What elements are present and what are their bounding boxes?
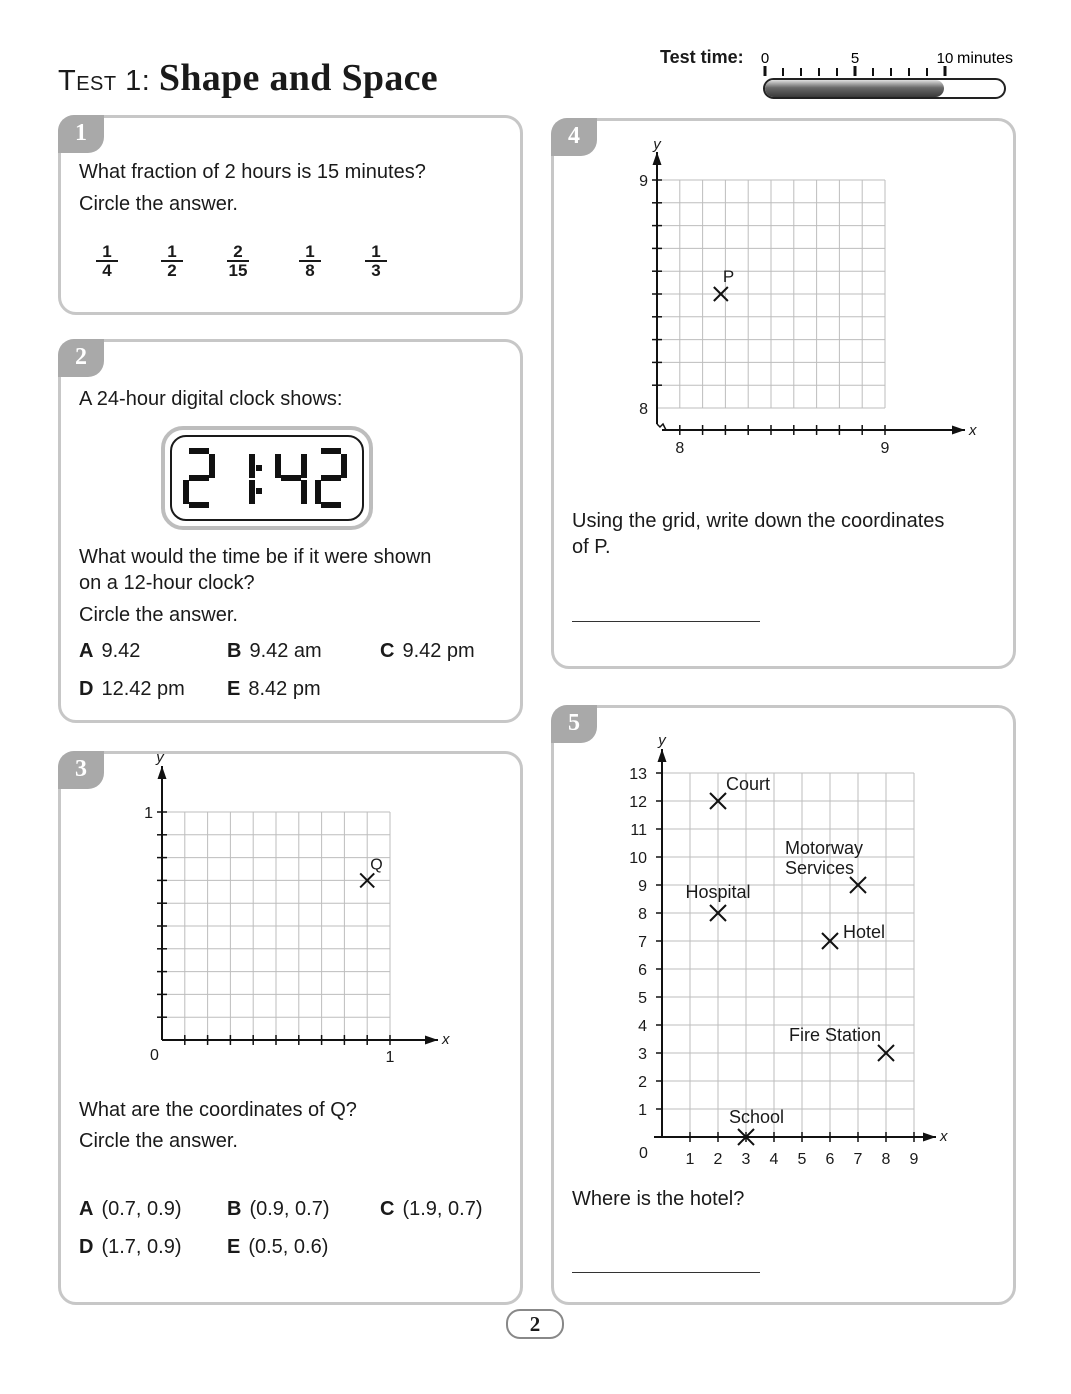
- point-label: Court: [726, 774, 771, 794]
- test-title: Shape and Space: [158, 57, 438, 99]
- time-tick-5: 5: [850, 50, 860, 67]
- x-tick-label: 8: [881, 1151, 891, 1168]
- clock-segment: [189, 448, 209, 454]
- clock-segment: [301, 480, 307, 504]
- y-tick-label: 1: [638, 1102, 647, 1119]
- page-title: [58, 56, 438, 100]
- y-tick-label: 3: [638, 1046, 647, 1063]
- time-unit-label: minutes: [957, 50, 1014, 67]
- fraction-option[interactable]: $\frac{2}{15}$: [228, 242, 248, 280]
- x-max-label: 1: [385, 1049, 395, 1066]
- q3-coordinate-grid: [120, 749, 450, 1070]
- y-tick-label: 8: [638, 906, 647, 923]
- clock-segment: [189, 502, 209, 508]
- x-tick-label: 9: [909, 1151, 919, 1168]
- y-axis-arrow: [653, 152, 662, 165]
- clock-segment: [321, 502, 341, 508]
- x-axis-label: x: [969, 422, 977, 439]
- clock-segment: [249, 480, 255, 504]
- clock-segment: [183, 480, 189, 504]
- question-number-badge: 1: [58, 115, 104, 153]
- q2-intro: A 24-hour digital clock shows:: [79, 388, 343, 410]
- x-tick-label: 6: [825, 1151, 835, 1168]
- y-tick-label: 12: [629, 794, 647, 811]
- clock-segment: [281, 475, 301, 481]
- point-label: Q: [370, 856, 383, 874]
- x-axis-label: x: [940, 1128, 948, 1145]
- q3-option-b[interactable]: B (0.9, 0.7): [227, 1198, 330, 1220]
- q5-answer-line[interactable]: [572, 1272, 760, 1273]
- test-time-label: Test time:: [660, 47, 744, 67]
- q2-option-d[interactable]: D 12.42 pm: [79, 678, 185, 700]
- q1-instruction: Circle the answer.: [79, 193, 238, 215]
- clock-segment: [189, 475, 209, 481]
- point-label: Hotel: [843, 922, 886, 942]
- y-max-label: 1: [144, 805, 153, 822]
- test-time-bar: [755, 44, 1025, 104]
- clock-segment: [249, 454, 255, 478]
- origin-label: 0: [639, 1145, 648, 1162]
- point-label: Fire Station: [789, 1025, 882, 1045]
- y-axis-label: y: [653, 136, 661, 153]
- y-tick-label: 7: [638, 934, 647, 951]
- q2-question-line1: What would the time be if it were shown: [79, 546, 432, 568]
- clock-segment: [321, 475, 341, 481]
- time-progress-fill: [765, 80, 944, 97]
- x-min-label: 0: [150, 1047, 159, 1064]
- point-label: P: [722, 267, 735, 286]
- clock-digits: [165, 430, 369, 526]
- x-tick-label: 7: [853, 1151, 863, 1168]
- y-max-label: 9: [639, 173, 648, 190]
- x-tick-label: 3: [741, 1151, 751, 1168]
- q4-question-line2: of P.: [572, 536, 611, 558]
- fraction-option[interactable]: $\frac{1}{2}$: [161, 243, 183, 279]
- x-max-label: 9: [880, 440, 890, 457]
- y-tick-label: 6: [638, 962, 647, 979]
- y-axis-label: y: [658, 732, 666, 749]
- question-number-badge: 5: [551, 705, 597, 743]
- clock-segment: [209, 454, 215, 478]
- q4-coordinate-grid: [620, 128, 977, 468]
- fraction-option[interactable]: $\frac{1}{4}$: [96, 243, 118, 279]
- y-tick-label: 2: [638, 1074, 647, 1091]
- point-label: Motorway: [785, 838, 864, 858]
- y-tick-label: 5: [638, 990, 647, 1007]
- q4-question-line1: Using the grid, write down the coordinates: [572, 510, 945, 532]
- time-tick-0: 0: [760, 50, 770, 67]
- clock-colon-dot: [256, 488, 262, 494]
- clock-segment: [321, 448, 341, 454]
- q2-option-b[interactable]: B 9.42 am: [227, 640, 322, 662]
- x-axis-arrow: [425, 1036, 438, 1045]
- y-tick-label: 10: [629, 850, 647, 867]
- clock-colon-dot: [256, 465, 262, 471]
- q2-instruction: Circle the answer.: [79, 604, 238, 626]
- x-min-label: 8: [675, 440, 685, 457]
- clock-segment: [341, 454, 347, 478]
- q2-option-c[interactable]: C 9.42 pm: [380, 640, 475, 662]
- q3-option-a[interactable]: A (0.7, 0.9): [79, 1198, 182, 1220]
- q1-text: What fraction of 2 hours is 15 minutes?: [79, 161, 426, 183]
- question-number-badge: 2: [58, 339, 104, 377]
- x-tick-label: 1: [685, 1151, 695, 1168]
- y-tick-label: 13: [629, 766, 647, 783]
- clock-segment: [301, 454, 307, 478]
- q3-instruction: Circle the answer.: [79, 1130, 238, 1152]
- x-axis-label: x: [442, 1031, 450, 1048]
- page-number: 2: [506, 1309, 564, 1339]
- q2-option-a[interactable]: A 9.42: [79, 640, 141, 662]
- test-label: Test 1:: [58, 65, 151, 97]
- point-label: Hospital: [685, 882, 751, 902]
- time-tick-10: 10: [936, 50, 954, 67]
- q3-option-e[interactable]: E (0.5, 0.6): [227, 1236, 329, 1258]
- question-number-badge: 3: [58, 751, 104, 789]
- y-tick-label: 11: [630, 822, 647, 839]
- q5-coordinate-grid: [620, 725, 970, 1175]
- fraction-option[interactable]: $\frac{1}{3}$: [365, 243, 387, 279]
- y-axis-arrow: [658, 749, 667, 762]
- clock-segment: [275, 454, 281, 478]
- q5-question: Where is the hotel?: [572, 1188, 745, 1210]
- x-axis-arrow: [923, 1133, 936, 1142]
- digital-clock: [161, 426, 373, 530]
- x-tick-label: 4: [769, 1151, 779, 1168]
- x-tick-label: 2: [713, 1151, 723, 1168]
- y-tick-label: 4: [638, 1018, 647, 1035]
- y-axis-label: y: [156, 749, 164, 766]
- y-min-label: 8: [639, 401, 648, 418]
- fraction-option[interactable]: $\frac{1}{8}$: [299, 243, 321, 279]
- point-label: Services: [785, 858, 855, 878]
- q4-answer-line[interactable]: [572, 621, 760, 622]
- y-tick-label: 9: [638, 878, 647, 895]
- point-label: School: [729, 1107, 785, 1127]
- q3-option-d[interactable]: D (1.7, 0.9): [79, 1236, 182, 1258]
- q3-option-c[interactable]: C (1.9, 0.7): [380, 1198, 483, 1220]
- clock-segment: [315, 480, 321, 504]
- q2-question-line2: on a 12-hour clock?: [79, 572, 255, 594]
- q2-option-e[interactable]: E 8.42 pm: [227, 678, 321, 700]
- x-tick-label: 5: [797, 1151, 807, 1168]
- question-number-badge: 4: [551, 118, 597, 156]
- q3-question: What are the coordinates of Q?: [79, 1099, 357, 1121]
